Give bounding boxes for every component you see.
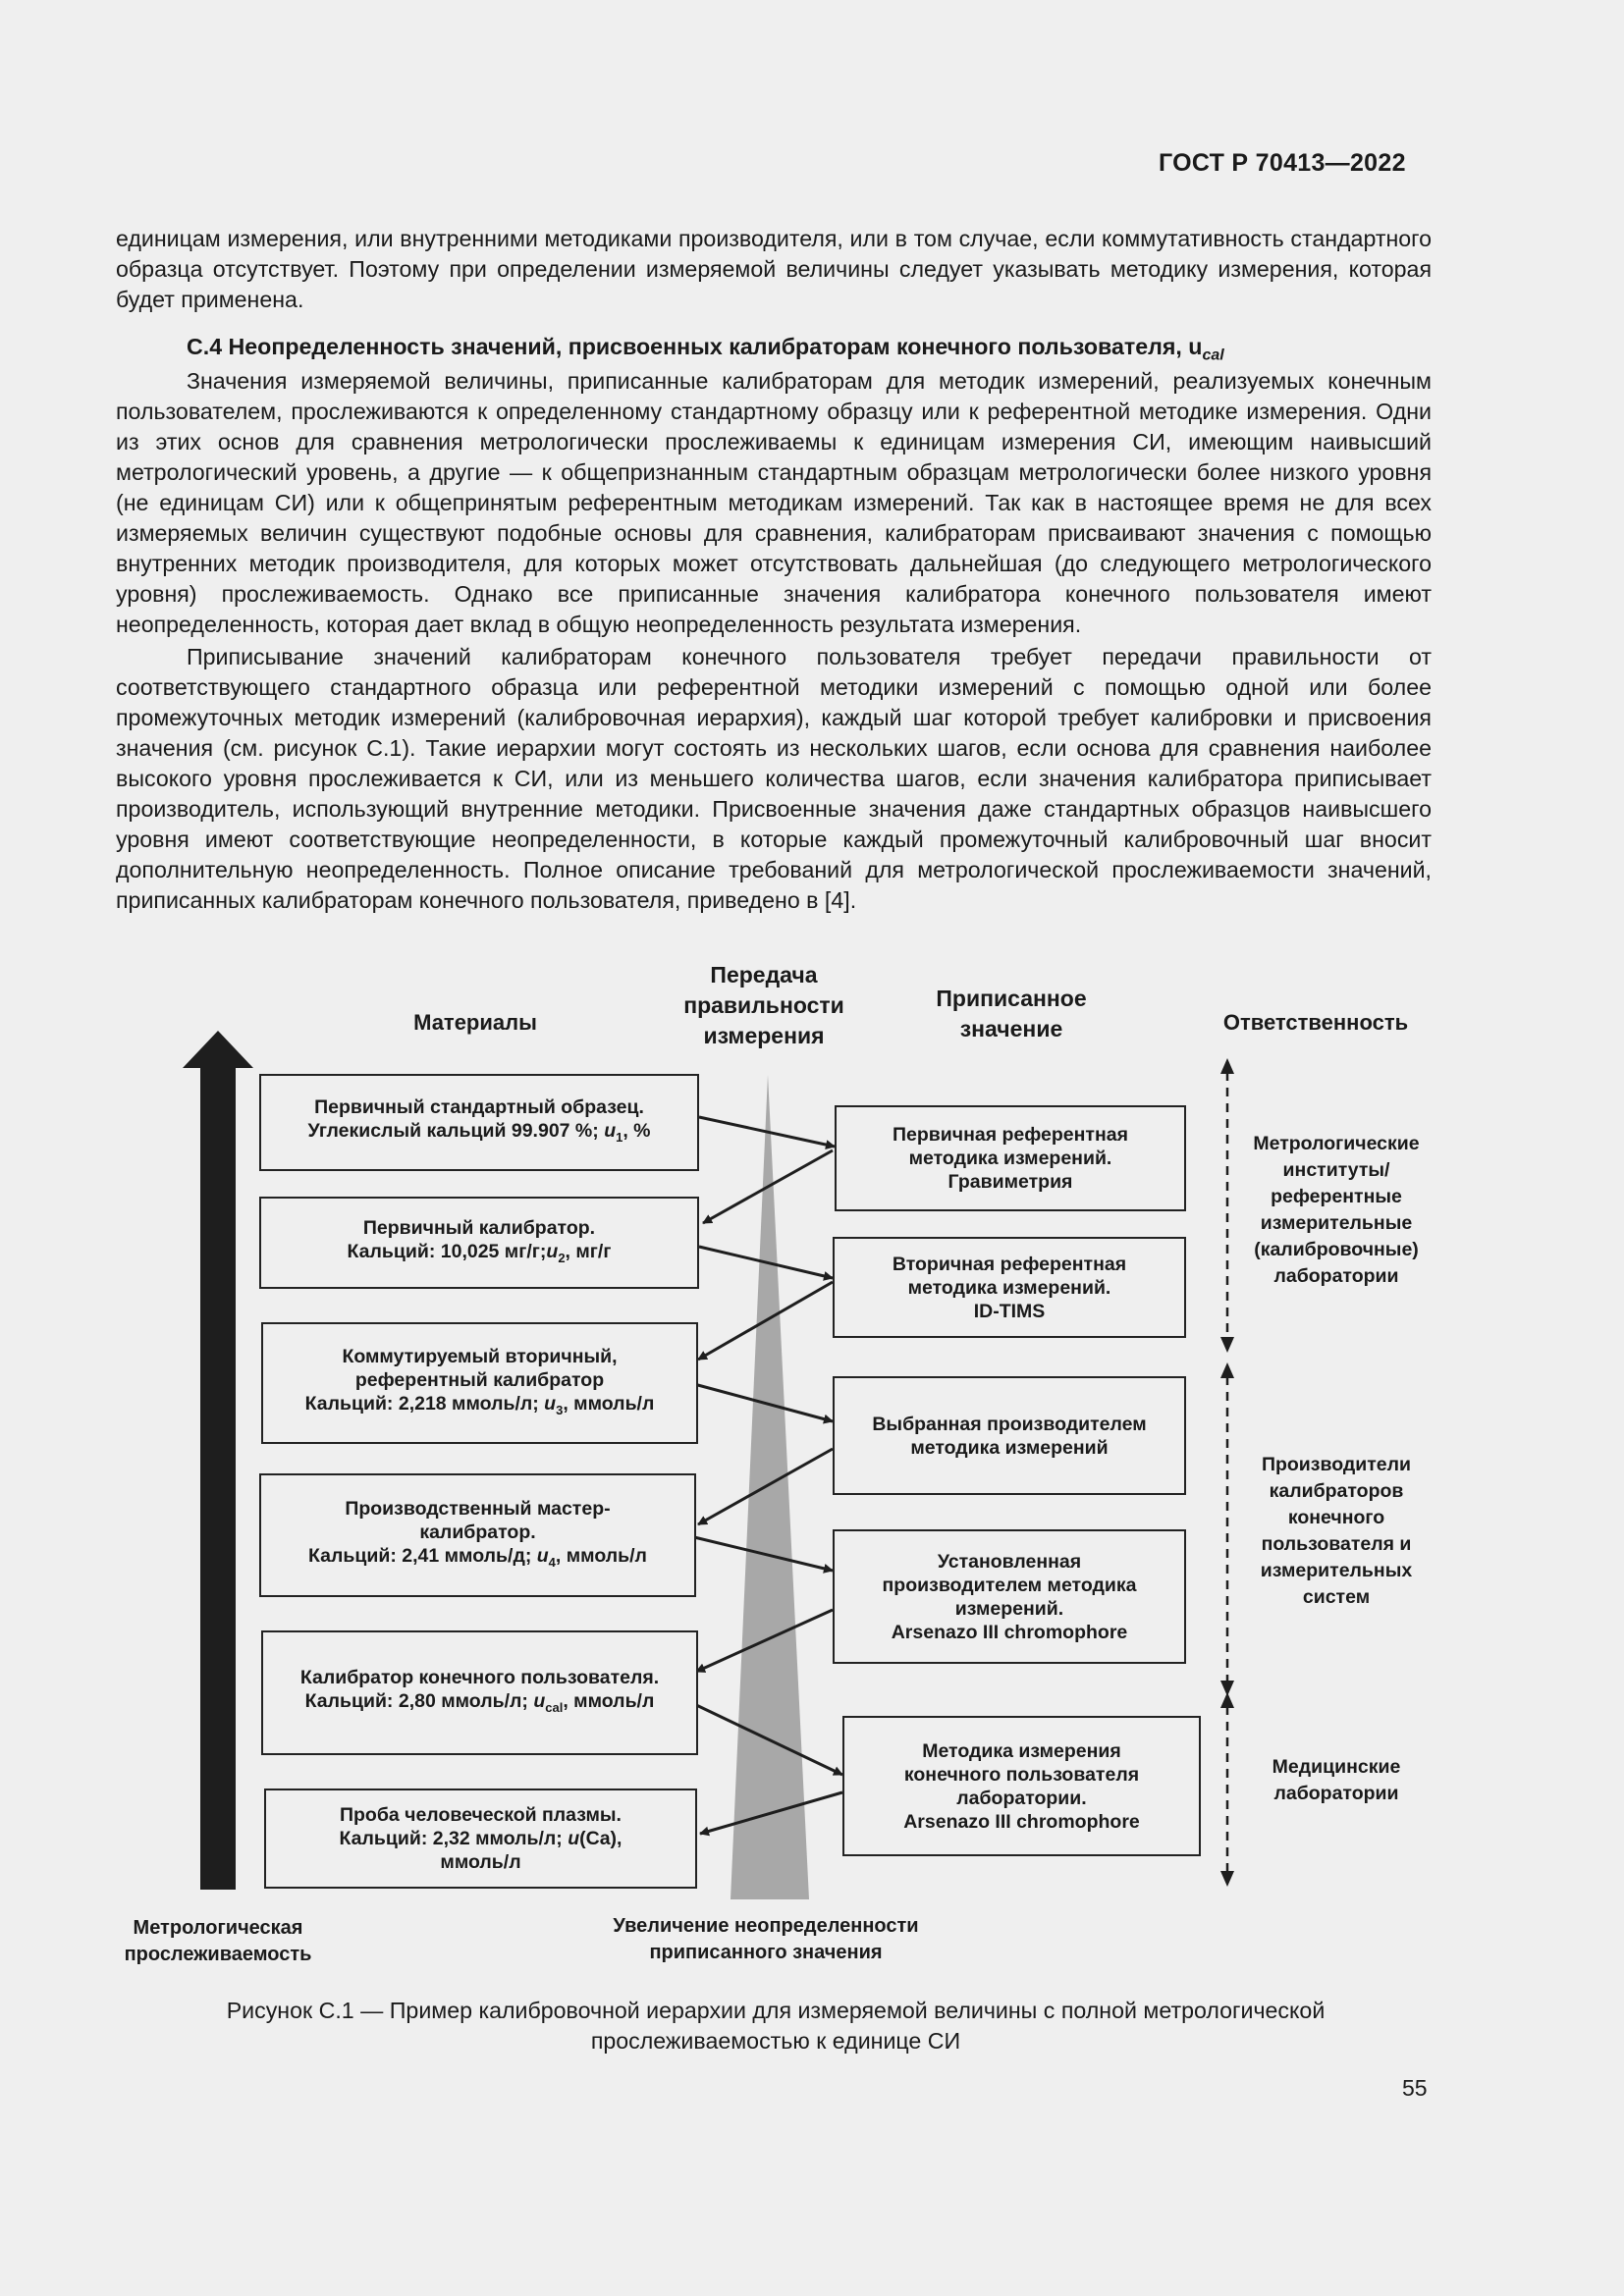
material-6-line-2	[340, 1827, 623, 1850]
material-box-2	[259, 1197, 699, 1289]
material-3-line-2: референтный калибратор	[354, 1368, 605, 1391]
material-6-var: u	[568, 1828, 580, 1849]
material-1-line-2	[307, 1119, 650, 1149]
material-3-line-3	[305, 1392, 655, 1422]
procedure-box-4	[833, 1529, 1186, 1664]
procedure-2-line-2: методика измерений.	[907, 1276, 1111, 1299]
material-4-value: Кальций: 2,41 ммоль/д;	[308, 1544, 537, 1567]
procedure-box-3	[833, 1376, 1186, 1495]
material-1-unit: , %	[623, 1120, 651, 1143]
material-5-sub: cal	[545, 1699, 564, 1715]
resp-1-line-6: лаборатории	[1273, 1265, 1399, 1287]
procedure-box-5	[842, 1716, 1201, 1856]
procedure-4-line-4: Arsenazo III chromophore	[891, 1621, 1128, 1643]
procedure-4-line-2: производителем методика	[882, 1574, 1137, 1596]
section-heading-sub: cal	[1202, 347, 1224, 364]
resp-2-line-5: измерительных	[1260, 1560, 1413, 1581]
procedure-1-line-1: Первичная референтная	[893, 1124, 1128, 1146]
material-3-line-1: Коммутируемый вторичный,	[342, 1345, 618, 1367]
material-box-3	[261, 1322, 698, 1444]
material-3-value: Кальций: 2,218 ммоль/л;	[304, 1392, 545, 1415]
material-box-1	[259, 1074, 699, 1171]
resp-1-line-2: институты/	[1282, 1159, 1390, 1181]
responsibility-medical-labs	[1233, 1754, 1439, 1807]
column-materials: Материалы	[413, 1010, 537, 1035]
traceability-label-line-2: прослеживаемость	[124, 1944, 312, 1965]
caption-line-2: прослеживаемостью к единице СИ	[590, 2028, 961, 2054]
procedure-4-line-1: Установленная	[937, 1550, 1082, 1573]
figure-caption	[128, 1996, 1424, 2056]
procedure-3-line-2: методика измерений	[910, 1436, 1109, 1459]
material-1-var: u	[604, 1120, 617, 1143]
material-5-unit: , ммоль/л	[563, 1690, 655, 1713]
procedure-3-line-1: Выбранная производителем	[872, 1413, 1147, 1435]
column-transfer-line-3: измерения	[703, 1023, 825, 1048]
material-4-var: u	[536, 1544, 549, 1567]
material-1-value: Углекислый кальций 99.907 %;	[307, 1120, 605, 1143]
material-3-sub: 3	[556, 1402, 564, 1417]
column-responsibility: Ответственность	[1222, 1010, 1409, 1035]
material-4-line-2: калибратор.	[419, 1521, 536, 1543]
resp-1-line-3: референтные	[1271, 1186, 1402, 1207]
column-assigned-line-2: значение	[959, 1016, 1063, 1041]
resp-3-line-1: Медицинские	[1272, 1756, 1401, 1778]
material-2-line-2	[348, 1240, 612, 1270]
resp-2-line-2: калибраторов	[1269, 1480, 1404, 1502]
procedure-4-line-3: измерений.	[954, 1597, 1064, 1620]
resp-2-line-1: Производители	[1261, 1454, 1412, 1475]
material-6-sub: (Ca),	[579, 1828, 623, 1849]
material-4-line-3	[308, 1544, 647, 1575]
material-6-line-3: ммоль/л	[440, 1851, 521, 1873]
material-box-6	[264, 1789, 697, 1889]
uncertainty-label-line-1: Увеличение неопределенности	[613, 1915, 919, 1937]
material-4-line-1: Производственный мастер-	[345, 1497, 611, 1520]
material-6-value: Кальций: 2,32 ммоль/л;	[339, 1828, 568, 1849]
resp-2-line-4: пользователя и	[1261, 1533, 1412, 1555]
column-transfer	[666, 960, 862, 1051]
resp-1-line-5: (калибровочные)	[1254, 1239, 1419, 1260]
resp-3-line-2: лаборатории	[1273, 1783, 1399, 1804]
traceability-arrow-head	[183, 1031, 253, 1068]
traceability-arrow-shaft	[200, 1065, 236, 1890]
uncertainty-label	[579, 1913, 952, 1966]
material-1-line-1: Первичный стандартный образец.	[314, 1096, 644, 1119]
section-paragraph-2: Приписывание значений калибраторам конечного пользователя требует передачи правильности от соответствующего стандартного образца или референтной методики измерений с помощью одной или более промежуточных методик измерений (калибровочная иерархия), каждый шаг которой требует калибровки и присвоения значения (см. рисунок С.1). Такие иерархии могут состоять из нескольких шагов, если основа для сравнения наиболее высокого уровня прослеживается к СИ, или из меньшего количества шагов, если значения калибратора приписывает производитель, использующий внутренние методики. Присвоенные значения даже стандартных образцов наивысшего уровня имеют соответствующие неопределенности, в которые каждый промежуточный калибровочный шаг вносит дополнительную неопределенность. Полное описание требований для метрологической прослеживаемости значений, приписанных калибраторам конечного пользователя, приведено в [4].	[116, 644, 1432, 913]
traceability-label	[110, 1915, 326, 1968]
material-4-sub: 4	[548, 1554, 556, 1570]
procedure-5-line-2: конечного пользователя	[903, 1763, 1140, 1786]
responsibility-metrology	[1233, 1131, 1439, 1290]
column-assigned-line-1: Приписанное	[936, 986, 1087, 1011]
column-assigned	[913, 984, 1110, 1044]
procedure-2-line-1: Вторичная референтная	[892, 1253, 1127, 1275]
resp-2-line-6: систем	[1302, 1586, 1371, 1608]
traceability-label-line-1: Метрологическая	[133, 1917, 303, 1939]
procedure-2-line-3: ID-TIMS	[973, 1300, 1046, 1322]
caption-line-1: Рисунок С.1 — Пример калибровочной иерархии для измеряемой величины с полной метрологической	[226, 1998, 1326, 2023]
procedure-5-line-1: Методика измерения	[922, 1739, 1121, 1762]
column-transfer-line-2: правильности	[683, 992, 844, 1018]
uncertainty-triangle	[731, 1075, 809, 1899]
page-number: 55	[1402, 2075, 1428, 2101]
material-2-unit: , мг/г	[565, 1240, 612, 1262]
material-6-line-1: Проба человеческой плазмы.	[340, 1804, 622, 1826]
material-5-value: Кальций: 2,80 ммоль/л;	[304, 1690, 534, 1713]
material-2-line-1: Первичный калибратор.	[362, 1216, 596, 1239]
resp-1-line-1: Метрологические	[1253, 1133, 1420, 1154]
uncertainty-label-line-2: приписанного значения	[649, 1942, 883, 1963]
column-transfer-line-1: Передача	[710, 962, 818, 988]
material-5-line-2	[300, 1689, 659, 1720]
material-2-sub: 2	[558, 1250, 566, 1265]
material-4-unit: , ммоль/л	[555, 1544, 647, 1567]
intro-text: единицам измерения, или внутренними методиками производителя, или в том случае, если коммутативность стандартного образца отсутствует. Поэтому при определении измеряемой величины следует указывать методику измерения, которая будет применена.	[116, 226, 1432, 312]
responsibility-manufacturers	[1233, 1452, 1439, 1611]
material-3-var: u	[544, 1392, 557, 1415]
standard-code: ГОСТ Р 70413—2022	[1159, 149, 1406, 177]
procedure-box-2	[833, 1237, 1186, 1338]
section-paragraph-1: Значения измеряемой величины, приписанные калибраторам для методик измерений, реализуемых конечным пользователем, прослеживаются к определенному стандартному образцу или к референтной методике измерения. Одни из этих основ для сравнения метрологически прослеживаемы к единицам измерения СИ, имеющим наивысший метрологический уровень, а другие — к общепризнанным стандартным образцам метрологически более низкого уровня (не единицам СИ) или к общепринятым референтным методикам измерений. Так как в настоящее время не для всех измеряемых величин существуют подобные основы для сравнения, калибраторам присваивают значения с помощью внутренних методик производителя, для которых может отсутствовать дальнейшая (до следующего метрологического уровня) прослеживаемость. Однако все приписанные значения калибратора конечного пользователя имеют неопределенность, которая дает вклад в общую неопределенность результата измерения.	[116, 368, 1432, 637]
material-2-var: u	[546, 1240, 559, 1262]
procedure-1-line-2: методика измерений.	[908, 1148, 1112, 1169]
material-2-value: Кальций: 10,025 мг/г;	[347, 1240, 547, 1262]
resp-1-line-4: измерительные	[1260, 1212, 1413, 1234]
material-5-line-1: Калибратор конечного пользователя.	[299, 1667, 660, 1689]
material-box-4	[259, 1473, 696, 1597]
procedure-5-line-3: лаборатории.	[956, 1787, 1087, 1809]
material-5-var: u	[533, 1690, 546, 1713]
material-1-sub: 1	[616, 1129, 623, 1145]
procedure-5-line-4: Arsenazo III chromophore	[903, 1810, 1140, 1833]
section-heading-text: С.4 Неопределенность значений, присвоенных калибраторам конечного пользователя, u	[187, 334, 1203, 359]
material-3-unit: , ммоль/л	[563, 1392, 655, 1415]
procedure-box-1	[835, 1105, 1186, 1211]
procedure-1-line-3: Гравиметрия	[947, 1171, 1073, 1193]
resp-2-line-3: конечного	[1287, 1507, 1385, 1528]
material-box-5	[261, 1630, 698, 1755]
